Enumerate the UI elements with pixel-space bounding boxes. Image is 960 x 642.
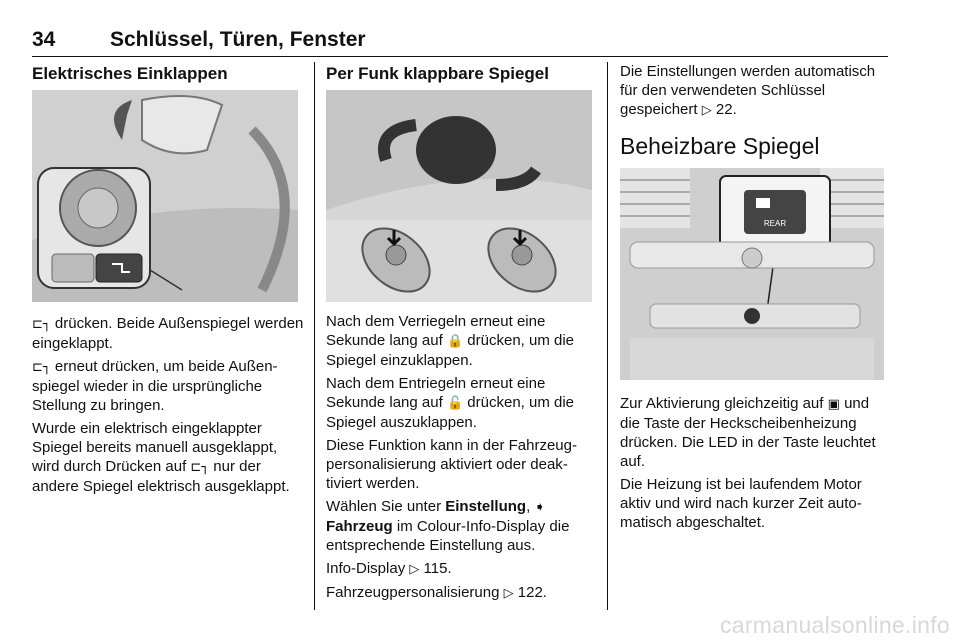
column-divider — [607, 62, 608, 610]
rear-label: REAR — [763, 219, 787, 228]
section-heading: Beheizbare Spiegel — [620, 133, 820, 159]
paragraph: ⊏┐ erneut drücken, um beide Außenspiegel wieder in die ursprüngliche Stellung zu bringen. — [32, 358, 278, 414]
paragraph: Nach dem Entriegeln erneut eine Sekunde lang auf 🔓 drücken, um die Spiegel auszuklappen. — [326, 375, 575, 431]
reference-arrow-icon: ▷ — [503, 586, 514, 601]
mirror-fold-icon: ⊏┐ — [190, 460, 210, 475]
reference-personalization: Fahrzeugpersonalisierung ▷ 122. — [326, 584, 547, 601]
paragraph: Diese Funktion kann in der Fahrzeugpersonalisierung aktiviert oder deaktiviert werden. — [326, 437, 577, 492]
chapter-title: Schlüssel, Türen, Fenster — [110, 28, 366, 51]
reference-arrow-icon: ▷ — [409, 562, 420, 577]
rear-heater-illustration — [620, 168, 884, 380]
reference-arrow-icon: ▷ — [701, 103, 712, 118]
paragraph: Nach dem Verriegeln erneut eine Sekunde lang auf 🔒 drücken, um die Spiegel einzuklappen. — [326, 313, 575, 369]
page-number: 34 — [32, 28, 56, 51]
column-heated-mirrors — [620, 62, 892, 536]
column-electric-folding — [32, 62, 304, 500]
reference-info-display: Info-Display ▷ 115. — [326, 560, 452, 577]
column-remote-folding — [326, 62, 598, 607]
paragraph: ⊏┐ drücken. Beide Außenspiegel werden eingeklappt. — [32, 315, 304, 352]
lock-icon: 🔒 — [446, 334, 464, 349]
paragraph: Die Einstellungen werden automatisch für den verwendeten Schlüssel gespeichert ▷ 22. — [620, 63, 876, 118]
mirror-switch-illustration — [32, 90, 298, 302]
paragraph: Die Heizung ist bei laufendem Motor aktiv und wird nach kurzer Zeit automatisch abgeschaltet. — [620, 476, 862, 531]
watermark: carmanualsonline.info — [719, 612, 950, 638]
unlock-icon: 🔓 — [446, 396, 464, 411]
mirror-fold-icon: ⊏┐ — [32, 317, 51, 332]
remote-key-illustration — [326, 90, 592, 302]
paragraph: Wurde ein elektrisch eingeklappter Spiegel bereits manuell ausgeklappt, wird durch Drücken auf ⊏┐ nur der andere Spiegel elektrisch ausgeklappt. — [32, 420, 290, 495]
section-heading: Per Funk klappbare Spiegel — [326, 64, 549, 83]
page-header — [32, 26, 888, 57]
heated-mirror-icon: ▣ — [827, 397, 840, 412]
menu-arrow-icon: ➧ — [534, 500, 546, 515]
paragraph: Zur Aktivierung gleichzeitig auf ▣ und die Taste der Heckscheibenheizung drücken. Die LED in der Taste leuchtet auf. — [620, 395, 876, 470]
mirror-fold-icon: ⊏┐ — [32, 360, 51, 375]
section-heading: Elektrisches Einklappen — [32, 64, 228, 83]
column-divider — [314, 62, 315, 610]
paragraph: Wählen Sie unter Einstellung, ➧ Fahrzeug im Colour-Info-Display die entsprechende Einstellung aus. — [326, 498, 570, 554]
